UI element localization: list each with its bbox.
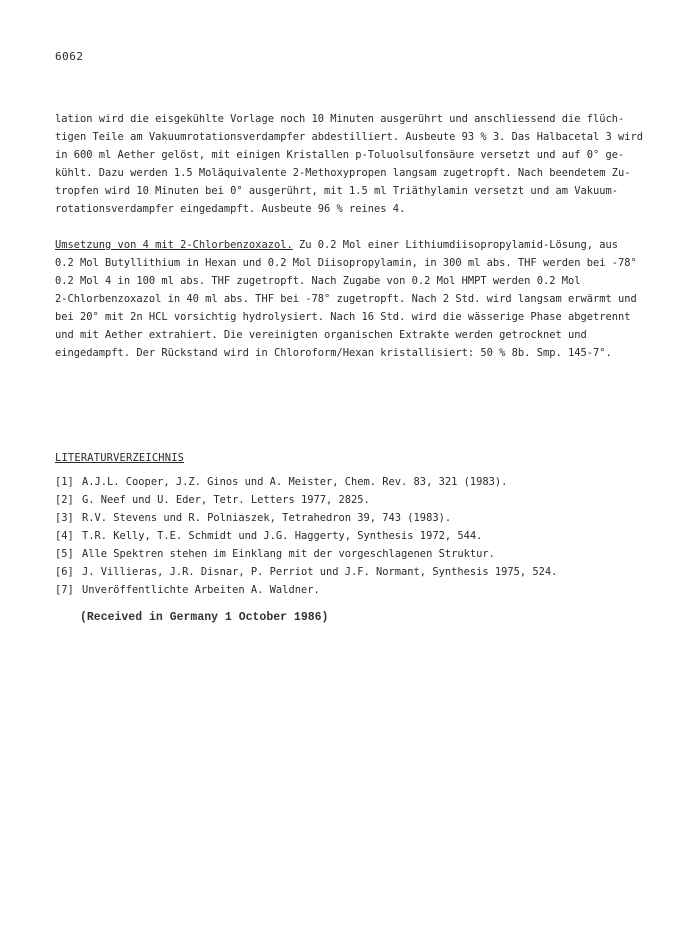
text-line: und mit Aether extrahiert. Die vereinigten organischen Extrakte werden getrocknet und [55, 329, 587, 341]
reference-item [55, 563, 557, 581]
text-line: in 600 ml Aether gelöst, mit einigen Kristallen p-Toluolsulfonsäure versetzt und auf 0° ge- [55, 149, 625, 161]
reference-number: [2] [55, 494, 74, 506]
text-line: kühlt. Dazu werden 1.5 Moläquivalente 2-Methoxypropen langsam zugetropft. Nach beendetem Zu- [55, 167, 631, 179]
reference-number: [1] [55, 476, 74, 488]
reference-item [55, 527, 557, 545]
page-number: 6062 [55, 50, 84, 63]
reference-number: [6] [55, 566, 74, 578]
reference-item [55, 545, 557, 563]
reference-number: [4] [55, 530, 74, 542]
reference-number: [7] [55, 584, 74, 596]
reference-text: R.V. Stevens und R. Polniaszek, Tetrahedron 39, 743 (1983). [82, 512, 452, 524]
reference-item [55, 581, 557, 599]
section-heading: Umsetzung von 4 mit 2-Chlorbenzoxazol. [55, 239, 293, 251]
text-line: lation wird die eisgekühlte Vorlage noch 10 Minuten ausgerührt und anschliessend die flüch- [55, 113, 625, 125]
reference-text: A.J.L. Cooper, J.Z. Ginos und A. Meister, Chem. Rev. 83, 321 (1983). [82, 476, 508, 488]
reference-text: G. Neef und U. Eder, Tetr. Letters 1977, 2825. [82, 494, 370, 506]
text-line: 2-Chlorbenzoxazol in 40 ml abs. THF bei -78° zugetropft. Nach 2 Std. wird langsam erwärmt und [55, 293, 637, 305]
reference-text: T.R. Kelly, T.E. Schmidt und J.G. Haggerty, Synthesis 1972, 544. [82, 530, 483, 542]
text-line: eingedampft. Der Rückstand wird in Chloroform/Hexan kristallisiert: 50 % 8b. Smp. 145-7°. [55, 347, 612, 359]
reference-number: [5] [55, 548, 74, 560]
reference-text: J. Villieras, J.R. Disnar, P. Perriot und J.F. Normant, Synthesis 1975, 524. [82, 566, 558, 578]
text-line: tropfen wird 10 Minuten bei 0° ausgerührt, mit 1.5 ml Triäthylamin versetzt und am Vakuum- [55, 185, 619, 197]
reference-item [55, 491, 557, 509]
references-heading: LITERATURVERZEICHNIS [55, 452, 185, 464]
text-line: 0.2 Mol Butyllithium in Hexan und 0.2 Mol Diisopropylamin, in 300 ml abs. THF werden bei -78° [55, 257, 637, 269]
experimental-paragraph-2 [55, 236, 637, 362]
text-line: rotationsverdampfer eingedampft. Ausbeute 96 % reines 4. [55, 203, 406, 215]
reference-text: Unveröffentlichte Arbeiten A. Waldner. [82, 584, 320, 596]
text-line [55, 236, 619, 254]
reference-item [55, 473, 557, 491]
text-fragment: Zu 0.2 Mol einer Lithiumdiisopropylamid-Lösung, aus [292, 239, 619, 251]
text-line: tigen Teile am Vakuumrotationsverdampfer abdestilliert. Ausbeute 93 % 3. Das Halbacetal 3 wird [55, 131, 644, 143]
experimental-paragraph-1 [55, 110, 644, 218]
references-list [55, 473, 557, 599]
reference-text: Alle Spektren stehen im Einklang mit der vorgeschlagenen Struktur. [82, 548, 495, 560]
received-date: (Received in Germany 1 October 1986) [80, 611, 329, 624]
reference-number: [3] [55, 512, 74, 524]
reference-item [55, 509, 557, 527]
text-line: bei 20° mit 2n HCL vorsichtig hydrolysiert. Nach 16 Std. wird die wässerige Phase abgetrennt [55, 311, 631, 323]
text-line: 0.2 Mol 4 in 100 ml abs. THF zugetropft. Nach Zugabe von 0.2 Mol HMPT werden 0.2 Mol [55, 275, 581, 287]
